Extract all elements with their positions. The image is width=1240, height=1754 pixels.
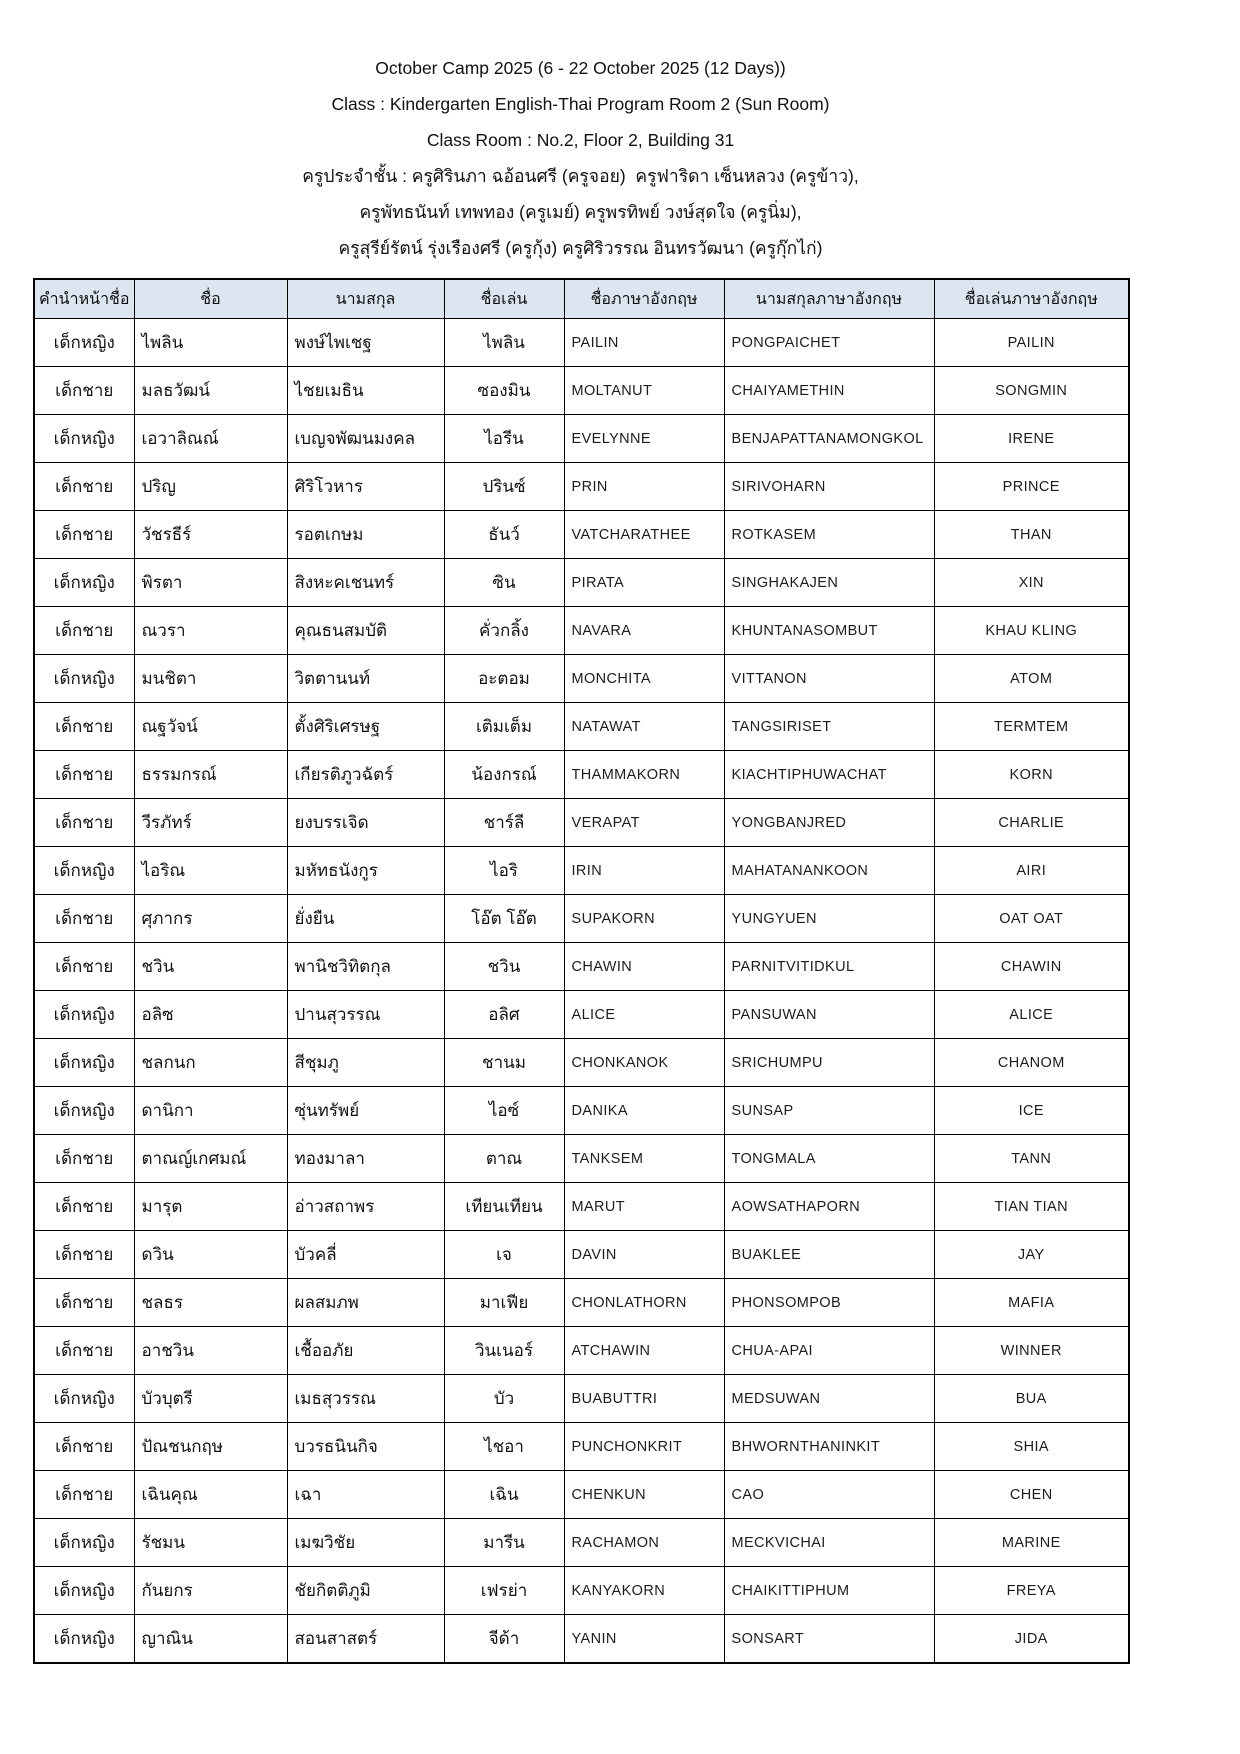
cell-nickname-th: บัว (444, 1375, 564, 1423)
cell-nickname-en: ICE (934, 1087, 1129, 1135)
cell-first-name-en: VATCHARATHEE (564, 511, 724, 559)
cell-last-name-th: ทองมาลา (287, 1135, 444, 1183)
cell-nickname-th: อลิศ (444, 991, 564, 1039)
cell-first-name-th: ไพลิน (134, 319, 287, 367)
cell-first-name-th: บัวบุตรี (134, 1375, 287, 1423)
table-row (34, 703, 1129, 751)
cell-last-name-th: ยงบรรเจิด (287, 799, 444, 847)
cell-nickname-th: เทียนเทียน (444, 1183, 564, 1231)
cell-last-name-en: KHUNTANASOMBUT (724, 607, 934, 655)
cell-first-name-en: PUNCHONKRIT (564, 1423, 724, 1471)
cell-last-name-th: ตั้งศิริเศรษฐ (287, 703, 444, 751)
document-header (33, 50, 1128, 266)
cell-first-name-th: ปัณชนกฤษ (134, 1423, 287, 1471)
cell-first-name-th: ญาณิน (134, 1615, 287, 1664)
cell-first-name-en: BUABUTTRI (564, 1375, 724, 1423)
cell-nickname-th: ชานม (444, 1039, 564, 1087)
student-roster-table (33, 278, 1130, 1664)
header-row (34, 279, 1129, 319)
cell-last-name-th: ผลสมภพ (287, 1279, 444, 1327)
cell-prefix: เด็กหญิง (34, 1615, 134, 1664)
cell-first-name-en: VERAPAT (564, 799, 724, 847)
table-row (34, 1135, 1129, 1183)
table-row (34, 655, 1129, 703)
cell-last-name-en: TANGSIRISET (724, 703, 934, 751)
cell-nickname-en: MARINE (934, 1519, 1129, 1567)
cell-nickname-th: เฟรย่า (444, 1567, 564, 1615)
cell-first-name-th: เอวาลิณณ์ (134, 415, 287, 463)
cell-first-name-en: YANIN (564, 1615, 724, 1664)
cell-nickname-en: ATOM (934, 655, 1129, 703)
column-header-prefix: คำนำหน้าชื่อ (34, 279, 134, 319)
table-row (34, 607, 1129, 655)
cell-prefix: เด็กชาย (34, 1231, 134, 1279)
cell-prefix: เด็กชาย (34, 1183, 134, 1231)
cell-nickname-th: ไอริ (444, 847, 564, 895)
cell-nickname-en: CHARLIE (934, 799, 1129, 847)
cell-prefix: เด็กชาย (34, 1135, 134, 1183)
cell-prefix: เด็กชาย (34, 607, 134, 655)
cell-last-name-en: YUNGYUEN (724, 895, 934, 943)
cell-first-name-en: KANYAKORN (564, 1567, 724, 1615)
cell-prefix: เด็กชาย (34, 367, 134, 415)
cell-last-name-en: PHONSOMPOB (724, 1279, 934, 1327)
cell-nickname-en: THAN (934, 511, 1129, 559)
cell-first-name-th: ชลธร (134, 1279, 287, 1327)
cell-nickname-th: เติมเต็ม (444, 703, 564, 751)
table-row (34, 1567, 1129, 1615)
cell-first-name-th: ชวิน (134, 943, 287, 991)
table-row (34, 751, 1129, 799)
cell-prefix: เด็กหญิง (34, 559, 134, 607)
table-row (34, 511, 1129, 559)
cell-last-name-en: PONGPAICHET (724, 319, 934, 367)
cell-nickname-th: ตาณ (444, 1135, 564, 1183)
cell-last-name-en: SONSART (724, 1615, 934, 1664)
roster-table-body (34, 319, 1129, 1664)
cell-nickname-th: จีด้า (444, 1615, 564, 1664)
cell-nickname-en: TERMTEM (934, 703, 1129, 751)
cell-first-name-th: วัชรธีร์ (134, 511, 287, 559)
class-name-line: Class : Kindergarten English-Thai Program Room 2 (Sun Room) (331, 94, 830, 114)
cell-last-name-th: เชื้ออภัย (287, 1327, 444, 1375)
cell-first-name-th: ตาณญ์เกศมณ์ (134, 1135, 287, 1183)
cell-first-name-th: ณฐวัจน์ (134, 703, 287, 751)
cell-last-name-en: MEDSUWAN (724, 1375, 934, 1423)
cell-last-name-en: MECKVICHAI (724, 1519, 934, 1567)
cell-last-name-en: MAHATANANKOON (724, 847, 934, 895)
cell-first-name-en: PIRATA (564, 559, 724, 607)
cell-first-name-th: รัชมน (134, 1519, 287, 1567)
cell-last-name-en: SUNSAP (724, 1087, 934, 1135)
cell-first-name-en: DANIKA (564, 1087, 724, 1135)
cell-nickname-th: มาเฟีย (444, 1279, 564, 1327)
column-header-first-name-th: ชื่อ (134, 279, 287, 319)
cell-first-name-en: CHONKANOK (564, 1039, 724, 1087)
cell-nickname-en: OAT OAT (934, 895, 1129, 943)
cell-last-name-th: ปานสุวรรณ (287, 991, 444, 1039)
cell-last-name-th: ซุ่นทรัพย์ (287, 1087, 444, 1135)
cell-nickname-th: ซิน (444, 559, 564, 607)
cell-prefix: เด็กหญิง (34, 1039, 134, 1087)
cell-nickname-th: ชวิน (444, 943, 564, 991)
cell-first-name-en: DAVIN (564, 1231, 724, 1279)
cell-first-name-th: ชลกนก (134, 1039, 287, 1087)
cell-nickname-en: WINNER (934, 1327, 1129, 1375)
cell-last-name-en: SINGHAKAJEN (724, 559, 934, 607)
cell-last-name-th: เมฆวิชัย (287, 1519, 444, 1567)
cell-prefix: เด็กชาย (34, 895, 134, 943)
cell-last-name-en: ROTKASEM (724, 511, 934, 559)
cell-last-name-en: SRICHUMPU (724, 1039, 934, 1087)
table-row (34, 1519, 1129, 1567)
cell-nickname-en: JIDA (934, 1615, 1129, 1664)
cell-first-name-en: ALICE (564, 991, 724, 1039)
table-row (34, 895, 1129, 943)
cell-prefix: เด็กหญิง (34, 1567, 134, 1615)
cell-prefix: เด็กหญิง (34, 319, 134, 367)
cell-last-name-en: BENJAPATTANAMONGKOL (724, 415, 934, 463)
cell-prefix: เด็กชาย (34, 943, 134, 991)
cell-last-name-en: KIACHTIPHUWACHAT (724, 751, 934, 799)
cell-first-name-th: ปริญ (134, 463, 287, 511)
cell-last-name-th: อ่าวสถาพร (287, 1183, 444, 1231)
table-row (34, 1615, 1129, 1664)
cell-last-name-th: บวรธนินกิจ (287, 1423, 444, 1471)
cell-first-name-th: มนชิตา (134, 655, 287, 703)
cell-first-name-en: NATAWAT (564, 703, 724, 751)
cell-nickname-th: ไอรีน (444, 415, 564, 463)
cell-last-name-en: YONGBANJRED (724, 799, 934, 847)
cell-nickname-en: SHIA (934, 1423, 1129, 1471)
cell-prefix: เด็กหญิง (34, 415, 134, 463)
cell-first-name-en: NAVARA (564, 607, 724, 655)
cell-nickname-en: JAY (934, 1231, 1129, 1279)
cell-nickname-en: KORN (934, 751, 1129, 799)
cell-nickname-th: ชาร์ลี (444, 799, 564, 847)
cell-nickname-en: BUA (934, 1375, 1129, 1423)
cell-nickname-en: PAILIN (934, 319, 1129, 367)
cell-first-name-th: เฉินคุณ (134, 1471, 287, 1519)
cell-first-name-en: PRIN (564, 463, 724, 511)
cell-first-name-en: CHENKUN (564, 1471, 724, 1519)
cell-first-name-en: THAMMAKORN (564, 751, 724, 799)
cell-last-name-en: VITTANON (724, 655, 934, 703)
cell-first-name-th: ณวรา (134, 607, 287, 655)
cell-nickname-en: KHAU KLING (934, 607, 1129, 655)
cell-nickname-en: ALICE (934, 991, 1129, 1039)
cell-last-name-th: เมธสุวรรณ (287, 1375, 444, 1423)
cell-last-name-th: รอตเกษม (287, 511, 444, 559)
cell-first-name-en: MOLTANUT (564, 367, 724, 415)
cell-first-name-en: RACHAMON (564, 1519, 724, 1567)
cell-first-name-th: มารุต (134, 1183, 287, 1231)
cell-nickname-th: ไพลิน (444, 319, 564, 367)
cell-last-name-th: บัวคลี่ (287, 1231, 444, 1279)
cell-nickname-en: CHEN (934, 1471, 1129, 1519)
cell-nickname-th: คั่วกลิ้ง (444, 607, 564, 655)
cell-nickname-th: ไอซ์ (444, 1087, 564, 1135)
cell-last-name-th: คุณธนสมบัติ (287, 607, 444, 655)
cell-nickname-th: ธันว์ (444, 511, 564, 559)
cell-last-name-en: BUAKLEE (724, 1231, 934, 1279)
table-row (34, 847, 1129, 895)
cell-prefix: เด็กชาย (34, 1279, 134, 1327)
cell-nickname-th: เฉิน (444, 1471, 564, 1519)
cell-first-name-th: วีรภัทร์ (134, 799, 287, 847)
teachers-line-2: ครูพัทธนันท์ เทพทอง (ครูเมย์) ครูพรทิพย์ วงษ์สุดใจ (ครูนิ่ม), (359, 202, 802, 222)
cell-last-name-en: PARNITVITIDKUL (724, 943, 934, 991)
cell-first-name-th: กันยกร (134, 1567, 287, 1615)
cell-nickname-th: ไชอา (444, 1423, 564, 1471)
cell-last-name-th: เกียรติภูวฉัตร์ (287, 751, 444, 799)
cell-last-name-th: เบญจพัฒนมงคล (287, 415, 444, 463)
cell-nickname-en: CHANOM (934, 1039, 1129, 1087)
cell-last-name-th: พงษ์ไพเชฐ (287, 319, 444, 367)
table-row (34, 1231, 1129, 1279)
table-row (34, 1279, 1129, 1327)
cell-nickname-en: CHAWIN (934, 943, 1129, 991)
cell-first-name-en: SUPAKORN (564, 895, 724, 943)
cell-nickname-th: โอ๊ต โอ๊ต (444, 895, 564, 943)
table-row (34, 559, 1129, 607)
cell-prefix: เด็กหญิง (34, 655, 134, 703)
cell-last-name-en: AOWSATHAPORN (724, 1183, 934, 1231)
cell-nickname-en: XIN (934, 559, 1129, 607)
cell-last-name-en: PANSUWAN (724, 991, 934, 1039)
cell-nickname-en: PRINCE (934, 463, 1129, 511)
cell-last-name-th: ชัยกิตติภูมิ (287, 1567, 444, 1615)
table-row (34, 1375, 1129, 1423)
cell-prefix: เด็กชาย (34, 703, 134, 751)
cell-last-name-en: CHUA-APAI (724, 1327, 934, 1375)
teachers-line-3: ครูสุรีย์รัตน์ รุ่งเรืองศรี (ครูกุ้ง) ครูศิริวรรณ อินทรวัฒนา (ครูกุ๊กไก่) (338, 238, 823, 258)
cell-first-name-th: มลธวัฒน์ (134, 367, 287, 415)
column-header-nickname-th: ชื่อเล่น (444, 279, 564, 319)
roster-table-head (34, 279, 1129, 319)
cell-nickname-th: มารีน (444, 1519, 564, 1567)
cell-prefix: เด็กหญิง (34, 847, 134, 895)
cell-nickname-th: ปรินซ์ (444, 463, 564, 511)
table-row (34, 1039, 1129, 1087)
cell-first-name-en: MONCHITA (564, 655, 724, 703)
table-row (34, 991, 1129, 1039)
table-row (34, 1183, 1129, 1231)
cell-prefix: เด็กชาย (34, 1471, 134, 1519)
cell-last-name-th: ไชยเมธิน (287, 367, 444, 415)
cell-prefix: เด็กชาย (34, 751, 134, 799)
cell-first-name-en: MARUT (564, 1183, 724, 1231)
cell-nickname-th: อะตอม (444, 655, 564, 703)
column-header-last-name-th: นามสกุล (287, 279, 444, 319)
column-header-nickname-en: ชื่อเล่นภาษาอังกฤษ (934, 279, 1129, 319)
cell-prefix: เด็กชาย (34, 1327, 134, 1375)
cell-nickname-en: SONGMIN (934, 367, 1129, 415)
cell-last-name-en: BHWORNTHANINKIT (724, 1423, 934, 1471)
cell-prefix: เด็กชาย (34, 511, 134, 559)
cell-last-name-th: วิตตานนท์ (287, 655, 444, 703)
cell-prefix: เด็กหญิง (34, 1519, 134, 1567)
class-room-line: Class Room : No.2, Floor 2, Building 31 (426, 130, 735, 150)
cell-nickname-en: MAFIA (934, 1279, 1129, 1327)
cell-first-name-en: PAILIN (564, 319, 724, 367)
cell-last-name-th: ยั่งยืน (287, 895, 444, 943)
table-row (34, 463, 1129, 511)
cell-first-name-en: IRIN (564, 847, 724, 895)
cell-last-name-th: สอนสาสตร์ (287, 1615, 444, 1664)
cell-last-name-th: เฉา (287, 1471, 444, 1519)
cell-last-name-en: CHAIKITTIPHUM (724, 1567, 934, 1615)
cell-nickname-th: ซองมิน (444, 367, 564, 415)
cell-nickname-en: TANN (934, 1135, 1129, 1183)
cell-prefix: เด็กหญิง (34, 1375, 134, 1423)
cell-last-name-th: สีชุมภู (287, 1039, 444, 1087)
table-row (34, 943, 1129, 991)
table-row (34, 319, 1129, 367)
cell-last-name-en: CHAIYAMETHIN (724, 367, 934, 415)
column-header-last-name-en: นามสกุลภาษาอังกฤษ (724, 279, 934, 319)
cell-nickname-en: TIAN TIAN (934, 1183, 1129, 1231)
table-row (34, 1471, 1129, 1519)
cell-first-name-en: CHAWIN (564, 943, 724, 991)
cell-first-name-th: อลิซ (134, 991, 287, 1039)
cell-last-name-th: มหัทธนังกูร (287, 847, 444, 895)
cell-last-name-en: CAO (724, 1471, 934, 1519)
camp-title: October Camp 2025 (6 - 22 October 2025 (12 Days)) (375, 58, 786, 78)
cell-last-name-th: พานิชวิทิตกุล (287, 943, 444, 991)
cell-prefix: เด็กชาย (34, 1423, 134, 1471)
cell-last-name-en: TONGMALA (724, 1135, 934, 1183)
cell-prefix: เด็กชาย (34, 799, 134, 847)
cell-first-name-th: พิรตา (134, 559, 287, 607)
cell-first-name-th: ดานิกา (134, 1087, 287, 1135)
table-row (34, 1087, 1129, 1135)
cell-prefix: เด็กหญิง (34, 1087, 134, 1135)
cell-last-name-th: สิงหะคเชนทร์ (287, 559, 444, 607)
cell-prefix: เด็กชาย (34, 463, 134, 511)
table-row (34, 1423, 1129, 1471)
cell-last-name-th: ศิริโวหาร (287, 463, 444, 511)
cell-first-name-th: ศุภากร (134, 895, 287, 943)
teachers-line-1: ครูประจำชั้น : ครูศิรินภา ฉอ้อนศรี (ครูจอย) ครูฟาริดา เซ็นหลวง (ครูข้าว), (302, 166, 859, 186)
table-row (34, 799, 1129, 847)
cell-last-name-en: SIRIVOHARN (724, 463, 934, 511)
cell-first-name-en: TANKSEM (564, 1135, 724, 1183)
cell-first-name-th: อาชวิน (134, 1327, 287, 1375)
cell-nickname-en: AIRI (934, 847, 1129, 895)
cell-nickname-en: IRENE (934, 415, 1129, 463)
cell-first-name-th: ธรรมกรณ์ (134, 751, 287, 799)
cell-nickname-th: เจ (444, 1231, 564, 1279)
cell-first-name-en: CHONLATHORN (564, 1279, 724, 1327)
cell-prefix: เด็กหญิง (34, 991, 134, 1039)
cell-nickname-th: วินเนอร์ (444, 1327, 564, 1375)
cell-nickname-en: FREYA (934, 1567, 1129, 1615)
table-row (34, 367, 1129, 415)
table-row (34, 1327, 1129, 1375)
table-row (34, 415, 1129, 463)
cell-first-name-th: ไอริณ (134, 847, 287, 895)
cell-first-name-en: EVELYNNE (564, 415, 724, 463)
cell-first-name-th: ดวิน (134, 1231, 287, 1279)
cell-nickname-th: น้องกรณ์ (444, 751, 564, 799)
column-header-first-name-en: ชื่อภาษาอังกฤษ (564, 279, 724, 319)
cell-first-name-en: ATCHAWIN (564, 1327, 724, 1375)
